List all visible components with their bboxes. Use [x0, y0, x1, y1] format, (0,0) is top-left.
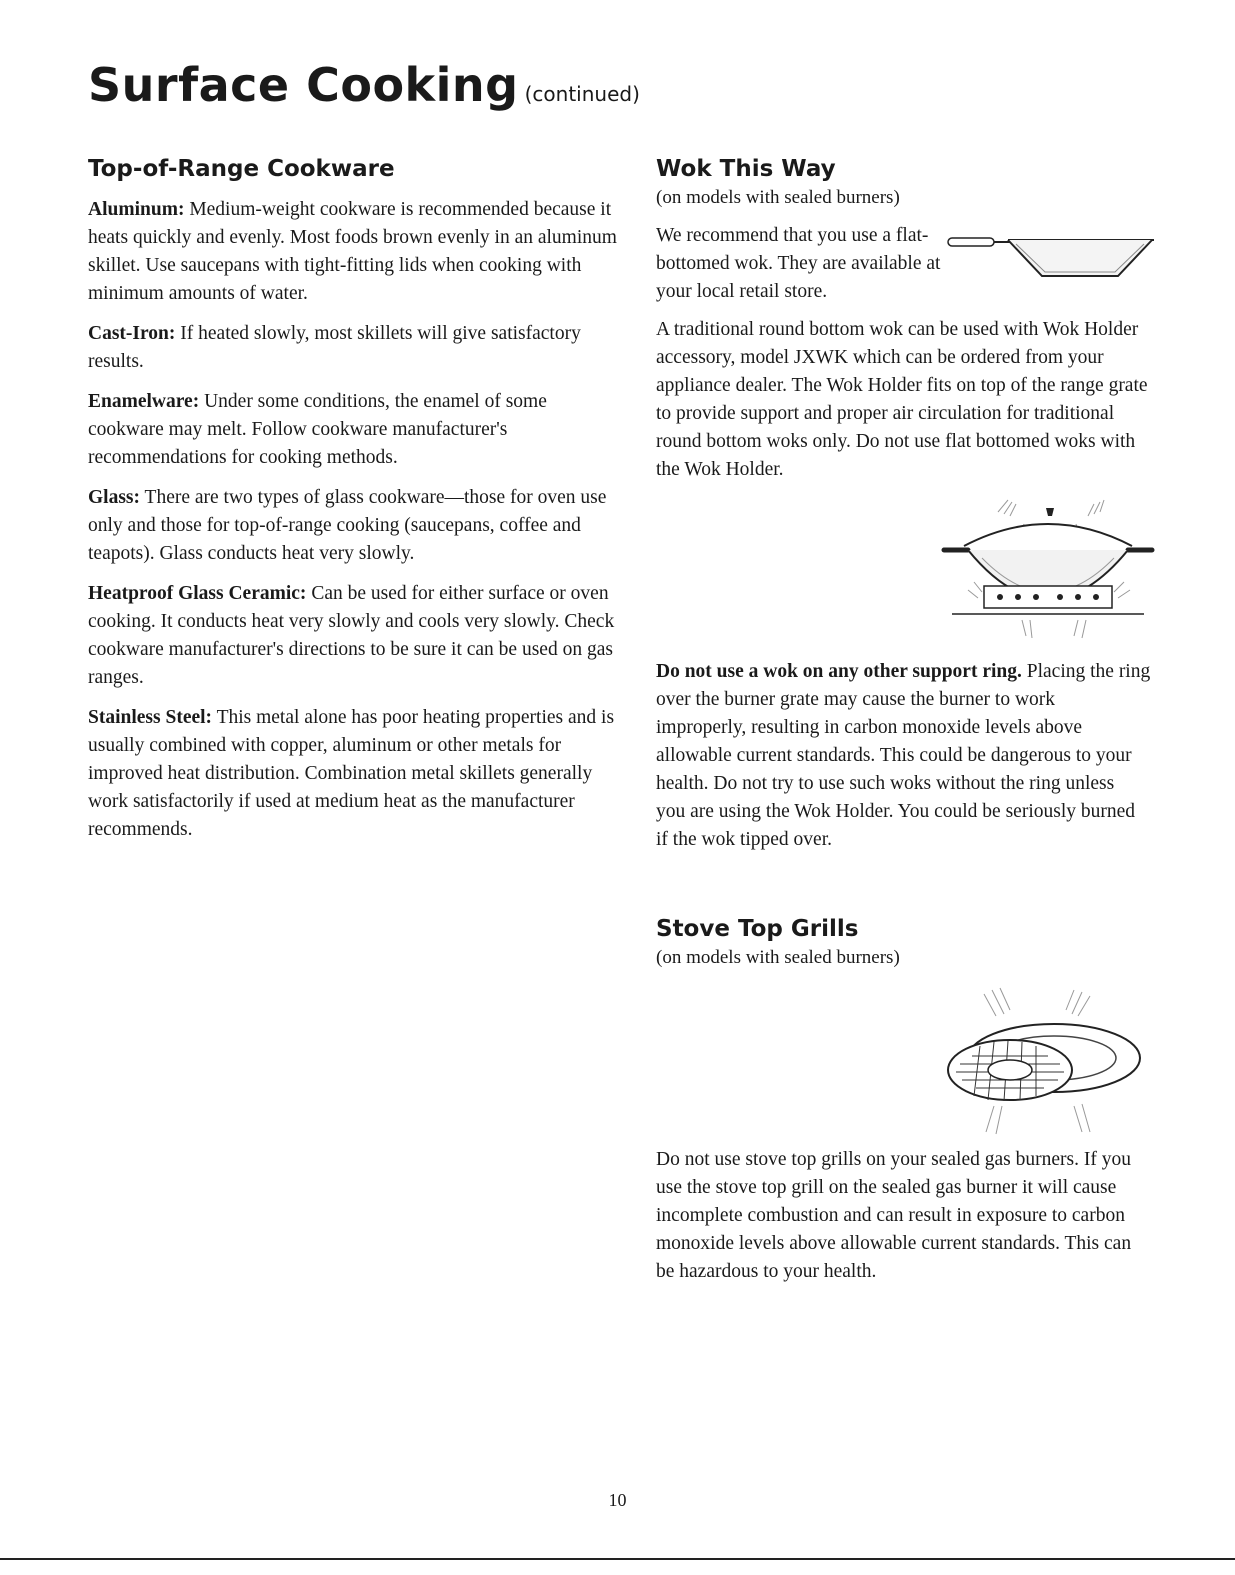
cookware-item-term: Enamelware:: [88, 391, 200, 412]
stove-top-grill-illustration: [924, 986, 1146, 1136]
cookware-item-text: If heated slowly, most skillets will give satisfactory results.: [88, 323, 581, 372]
cookware-item-text: Medium-weight cookware is recommended because it heats quickly and evenly. Most foods brown evenly in an aluminum skillet. Use saucepans with tight-fitting lids when cooking with minimum amounts of water.: [88, 199, 617, 304]
cookware-list: [88, 196, 618, 844]
title-continued: (continued): [524, 82, 640, 106]
cookware-item-text: There are two types of glass cookware—those for oven use only and those for top-of-range cooking (saucepans, coffee and teapots). Glass conducts heat very slowly.: [88, 487, 607, 564]
wok-paragraph: A traditional round bottom wok can be used with Wok Holder accessory, model JXWK which can be ordered from your appliance dealer. The Wok Holder fits on top of the range grate to provide support and proper air circulation for traditional round bottom woks only. Do not use flat bottomed woks with the Wok Holder.: [656, 319, 1148, 480]
wok-heading: Wok This Way: [656, 156, 836, 182]
page-number: 10: [608, 1490, 627, 1510]
flat-bottom-wok-illustration: [946, 230, 1156, 286]
wok-warning-row: [656, 498, 1156, 854]
wok-section: [656, 154, 1156, 854]
cookware-item: [88, 320, 618, 376]
cookware-item: [88, 704, 618, 844]
cookware-item: [88, 484, 618, 568]
grills-heading: Stove Top Grills: [656, 916, 859, 942]
cookware-item-term: Stainless Steel:: [88, 707, 213, 728]
cookware-item-term: Glass:: [88, 487, 141, 508]
cookware-item-text: This metal alone has poor heating properties and is usually combined with copper, aluminum or other metals for improved heat distribution. Combination metal skillets generally work satisfactorily if used at medium heat as the manufacturer recommends.: [88, 707, 615, 840]
wok-intro-row: [656, 222, 1156, 306]
cookware-item: [88, 388, 618, 472]
cookware-item-text: Under some conditions, the enamel of some cookware may melt. Follow cookware manufacturer's recommendations for cooking methods.: [88, 391, 547, 468]
cookware-item-term: Aluminum:: [88, 199, 185, 220]
grills-subheading: (on models with sealed burners): [656, 947, 900, 968]
page-title: Surface Cooking (continued): [88, 58, 640, 112]
wok-on-ring-illustration: [938, 498, 1158, 648]
wok-warning-bold: Do not use a wok on any other support ring.: [656, 661, 1022, 682]
grills-paragraph: Do not use stove top grills on your sealed gas burners. If you use the stove top grill on the sealed gas burner it will cause incomplete combustion and can result in exposure to carbon monoxide levels above allowable current standards. This can be hazardous to your health.: [656, 986, 1146, 1286]
cookware-item-term: Heatproof Glass Ceramic:: [88, 583, 307, 604]
wok-warning-text: Placing the ring over the burner grate may cause the burner to work improperly, resulting in carbon monoxide levels above allowable current standards. This could be dangerous to your health. Do not try to use such woks without the ring unless you are using the Wok Holder. You could be seriously burned if the wok tipped over.: [656, 661, 1151, 850]
cookware-section: [88, 154, 618, 844]
cookware-heading: Top-of-Range Cookware: [88, 156, 395, 182]
cookware-item-term: Cast-Iron:: [88, 323, 176, 344]
cookware-item: [88, 196, 618, 308]
cookware-item: [88, 580, 618, 692]
cookware-item-text: Can be used for either surface or oven cooking. It conducts heat very slowly and cools very slowly. Check cookware manufacturer's directions to be sure it can be used on gas ranges.: [88, 583, 615, 688]
wok-subheading: (on models with sealed burners): [656, 187, 900, 208]
wok-intro: We recommend that you use a flat-bottomed wok. They are available at your local retail store.: [656, 225, 941, 302]
bottom-rule: [0, 1558, 1235, 1560]
grills-section: [656, 914, 1156, 1286]
grills-row: [656, 986, 1156, 1286]
